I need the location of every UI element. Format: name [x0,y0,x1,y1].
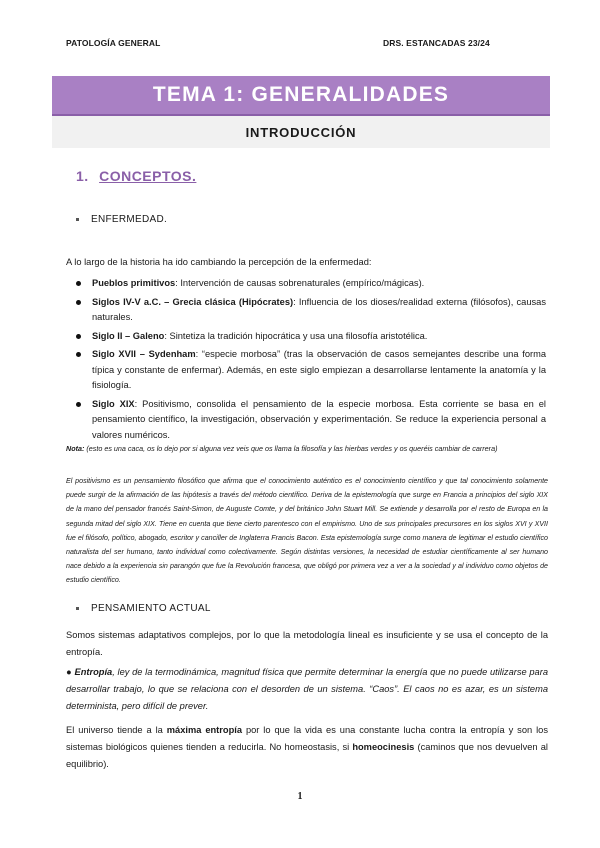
paragraph-sistemas: Somos sistemas adaptativos complejos, por lo que la metodología lineal es insuficiente y se usa el concepto de la entropía. [66,630,548,657]
list-item: Pueblos primitivos: Intervención de causas sobrenaturales (empírico/mágicas). [68,276,546,292]
paragraph-universo: El universo tiende a la máxima entropía por lo que la vida es una constante lucha contra la entropía y son los sistemas biológicos quienes tienden a reducirla. No homeostasis, si homeocinesis (caminos que nos devuelven al equilibrio). [66,725,548,769]
note-label: Nota: [66,444,85,453]
list-item: Siglo XVII – Sydenham: “especie morbosa” (tras la observación de casos semejantes describe una forma típica y constante de enfermar). Además, en este siglo empiezan a desarrollarse lentamente la anatomía y la fisiología. [68,347,546,394]
page-title: TEMA 1: GENERALIDADES [152,83,450,106]
subtitle-box [52,116,550,148]
bullet-icon [76,334,81,339]
section-title: CONCEPTOS. [99,168,197,184]
bullet-icon [76,281,81,286]
section-heading [76,168,196,184]
header-course: PATOLOGÍA GENERAL [66,38,161,48]
square-bullet-icon [76,218,79,221]
page-number: 1 [297,791,303,802]
positivism-quote: El positivismo es un pensamiento filosófico que afirma que el conocimiento auténtico es el conocimiento científico y que tal conocimiento solamente puede surgir de la afirmación de las hipótesis a través del método científico. Deriva de la epistemología que surge en Francia a principios del siglo XIX de la mano del pensador francés Saint-Simon, de Auguste Comte, y del británico John Stuart Mill. Se extiende y desarrolla por el resto de Europa en la segunda mitad del siglo XIX. Tiene en cuenta que tiene cierto parentesco con el empirismo. Uno de sus principales precursores en los siglos XVI y XVII fue el filósofo, político, abogado, escritor y canciller de Inglaterra Francis Bacon. Esta epistemología surge como manera de legitimar el estudio científico naturalista del ser humano, tanto individual como colectivamente. Según distintas versiones, la necesidad de estudiar científicamente al ser humano nace debido a la experiencia sin parangón que fue la Revolución francesa, que obligó por primera vez a ver a la sociedad y al individuo como objetos de estudio científico. [66,477,548,585]
list-item: Siglo II – Galeno: Sintetiza la tradición hipocrática y usa una filosofía aristotélica. [68,329,546,345]
subtitle: INTRODUCCIÓN [245,124,357,140]
bullet-icon [76,352,81,357]
title-banner [52,76,550,116]
bullet-icon [76,300,81,305]
square-bullet-icon [76,607,79,610]
subheading-label: PENSAMIENTO ACTUAL [91,603,211,614]
subheading-pensamiento [76,603,211,614]
history-list [68,276,546,446]
bullet-icon: ● [66,667,72,677]
intro-paragraph: A lo largo de la historia ha ido cambiando la percepción de la enfermedad: [66,257,372,267]
section-number: 1. [76,168,89,184]
bullet-icon [76,402,81,407]
note-text: (esto es una caca, os lo dejo por si alguna vez veis que os llama la filosofía y las hierbas verdes y os queréis cambiar de carrera) [84,444,498,453]
header-author: DRS. ESTANCADAS 23/24 [383,38,490,48]
list-item: Siglo XIX: Positivismo, consolida el pensamiento de la especie morbosa. Esta corriente se basa en el pensamiento científico, la investigación, observación y experimentación. Se reduce la experiencia personal a valores numéricos. [68,397,546,444]
subheading-enfermedad [76,214,167,225]
note [66,443,548,455]
list-item: Siglos IV-V a.C. – Grecia clásica (Hipócrates): Influencia de los dioses/realidad externa (filósofos), causas naturales. [68,295,546,326]
entropy-paragraph: ● Entropía, ley de la termodinámica, magnitud física que permite determinar la energía que no puede utilizarse para desarrollar trabajo, lo que se relaciona con el desorden de un sistema. “Caos”. El caos no es azar, es un sistema determinista, pero difícil de prever. [66,667,548,711]
subheading-label: ENFERMEDAD. [91,214,168,225]
